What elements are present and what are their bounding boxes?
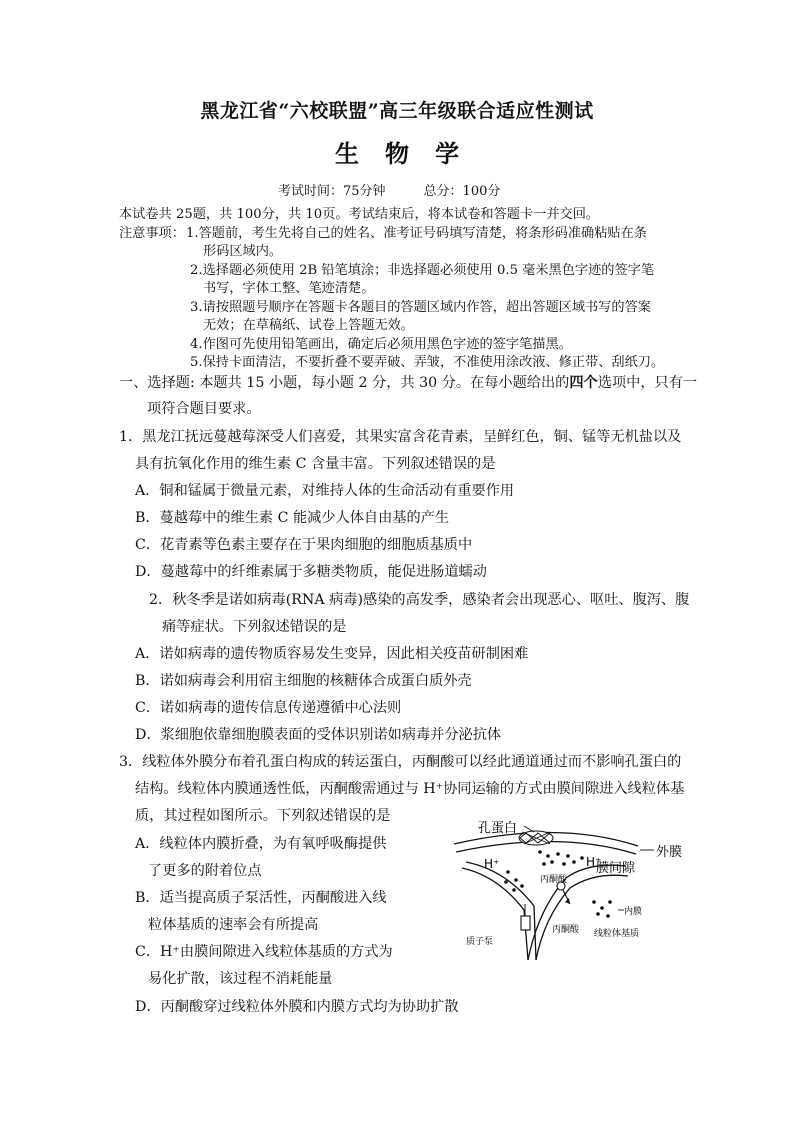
inner-membrane-line-d [536,875,628,960]
note-2: 2.选择题必须使用 2B 铅笔填涂；非选择题必须使用 0.5 毫米黑色字迹的签字笔 [190,263,655,278]
note-2-cont: 书写，字体工整、笔迹清楚。 [203,281,375,296]
hplus-label-right: H⁺ [586,855,602,869]
note-1: 1.答题前，考生先将自己的姓名、准考证号码填写清楚，将条形码准确粘贴在条 [186,226,647,241]
q1-option-c[interactable]: C．花青素等色素主要存在于果肉细胞的细胞质基质中 [135,537,473,553]
section-heading-text: 一、选择题: 本题共 15 小题，每小题 2 分，共 30 分。在每小题给出的 [119,375,570,391]
total-score: 总分：100分 [423,184,501,199]
q3-option-b-cont[interactable]: 粒体基质的速率会有所提高 [148,917,319,933]
intermembrane-space-label: 膜间隙 [596,861,636,876]
note-3-cont: 无效；在草稿纸、试卷上答题无效。 [203,318,414,333]
q3-option-a-cont[interactable]: 了更多的附着位点 [148,863,262,879]
q3-stem-line3: 质，其过程如图所示。下列叙述错误的是 [135,808,391,824]
q3-stem-line2: 结构。线粒体内膜通透性低，丙酮酸需通过与 H⁺协同运输的方式由膜间隙进入线粒体基 [135,781,685,797]
exam-time: 考试时间：75分钟 [278,184,386,199]
pyruvate-dots-intermembrane [504,850,584,892]
q2-stem-line2: 痛等症状。下列叙述错误的是 [162,619,347,635]
pyruvate-label-top: 丙酮酸 [540,875,568,885]
notes-label: 注意事项： [119,226,185,241]
pyruvate-dots-matrix [592,900,612,918]
q3-option-d[interactable]: D．丙酮酸穿过线粒体外膜和内膜方式均为协助扩散 [135,999,459,1015]
intro-text: 本试卷共 25题，共 100分，共 10页。考试结束后，将本试卷和答题卡一并交回。 [119,207,600,222]
matrix-label: 线粒体基质 [594,929,640,939]
q2-stem-line1: 2．秋冬季是诺如病毒(RNA 病毒)感染的高发季，感染者会出现恶心、呕吐、腹泻、腹 [149,592,690,608]
pyruvate-label-bottom: 丙酮酸 [552,925,580,935]
section-heading-tail: 选项中，只有一 [597,375,698,391]
hplus-label-left: H⁺ [484,857,500,871]
note-1-cont: 形码区域内。 [203,244,283,259]
q1-option-b[interactable]: B．蔓越莓中的维生素 C 能减少人体自由基的产生 [135,510,450,526]
q3-option-b[interactable]: B．适当提高质子泵活性，丙酮酸进入线 [135,890,387,906]
exam-info [278,180,500,199]
proton-pump-label: 质子泵 [466,937,494,947]
exam-title: 黑龙江省“六校联盟”高三年级联合适应性测试 [200,100,594,122]
section-heading [119,372,697,392]
note-5: 5.保持卡面清洁，不要折叠不要弄破、弄皱，不准使用涂改液、修正带、刮纸刀。 [190,355,665,370]
q1-option-a[interactable]: A．铜和锰属于微量元素，对维持人体的生命活动有重要作用 [135,483,515,499]
q2-option-b[interactable]: B．诺如病毒会利用宿主细胞的核糖体合成蛋白质外壳 [135,673,472,689]
q2-option-c[interactable]: C．诺如病毒的遗传信息传递遵循中心法则 [135,700,402,716]
section-heading-bold: 四个 [569,375,598,391]
q3-stem-line1: 3．线粒体外膜分布着孔蛋白构成的转运蛋白，丙酮酸可以经此通道通过而不影响孔蛋白的 [119,754,682,770]
mitochondria-transport-diagram [448,810,688,970]
porin-label: 孔蛋白 [478,821,518,836]
inner-membrane-label: 内膜 [624,907,643,917]
q2-option-a[interactable]: A．诺如病毒的遗传物质容易发生变异，因此相关疫苗研制困难 [135,646,529,662]
q3-option-c[interactable]: C．H⁺由膜间隙进入线粒体基质的方式为 [135,944,393,960]
q1-option-d[interactable]: D．蔓越莓中的纤维素属于多糖类物质，能促进肠道蠕动 [135,564,487,580]
subject-title: 生物学 [335,139,485,168]
q3-option-c-cont[interactable]: 易化扩散，该过程不消耗能量 [148,971,333,987]
note-4: 4.作图可先使用铅笔画出，确定后必须用黑色字迹的签字笔描黑。 [190,337,572,352]
q1-stem-line2: 具有抗氧化作用的维生素 C 含量丰富。下列叙述错误的是 [135,456,496,472]
outer-membrane-label: 外膜 [656,845,683,860]
q3-option-a[interactable]: A．线粒体内膜折叠，为有氧呼吸酶提供 [135,836,387,852]
porin-protein [519,826,553,845]
proton-pump [521,916,530,930]
note-3: 3.请按照题号顺序在答题卡各题目的答题区域内作答，超出答题区域书写的答案 [190,300,651,315]
section-heading-line2: 项符合题目要求。 [147,401,261,417]
q1-stem-line1: 1．黑龙江抚远蔓越莓深受人们喜爱，其果实富含花青素，呈鲜红色，铜、锰等无机盐以及 [119,429,682,445]
q2-option-d[interactable]: D．浆细胞依靠细胞膜表面的受体识别诺如病毒并分泌抗体 [135,727,502,743]
